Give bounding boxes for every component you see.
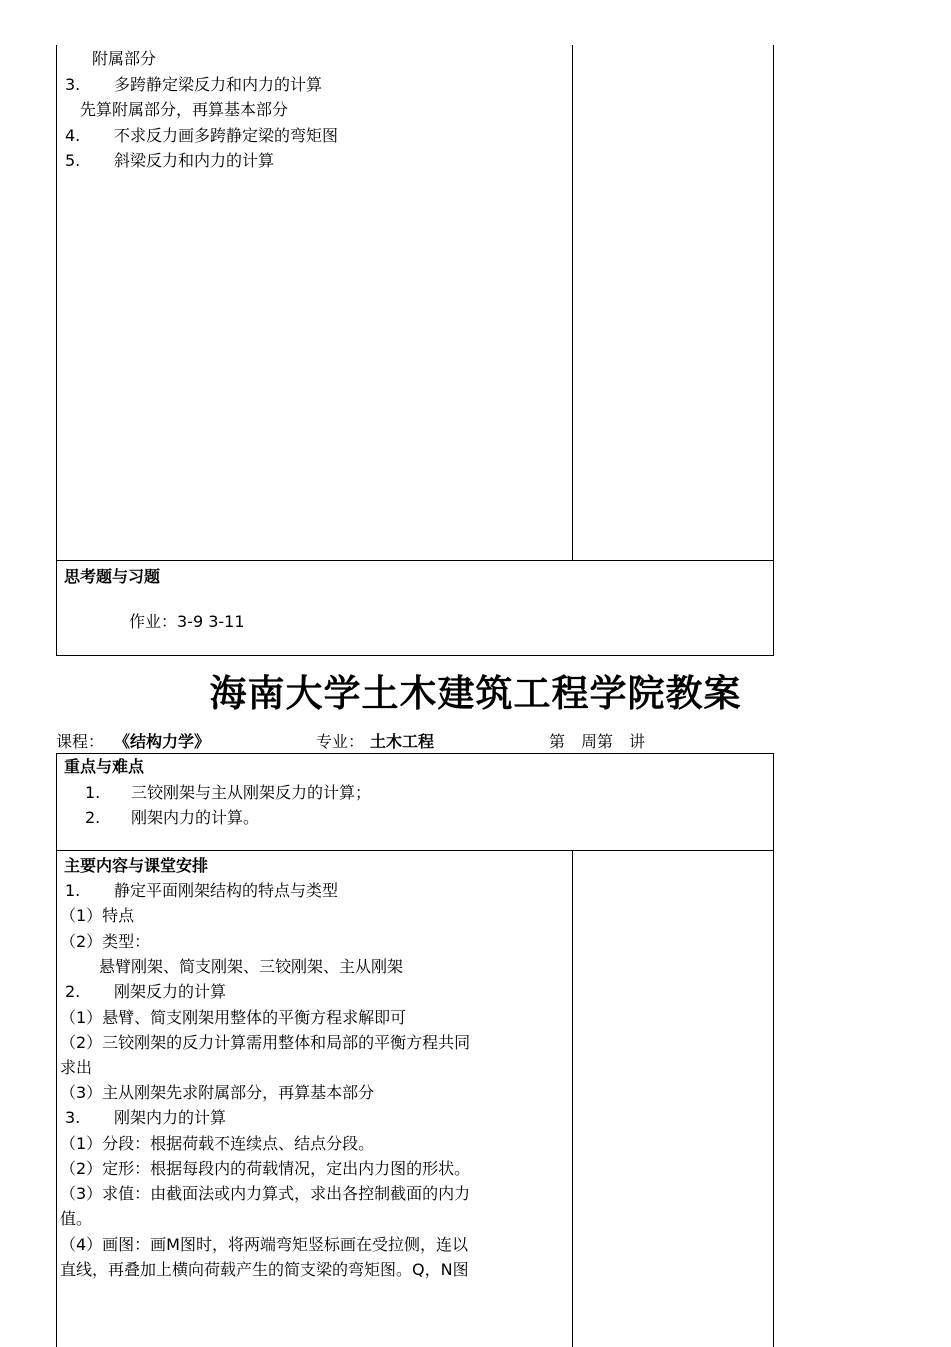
content-text: （1）特点 [60,906,135,925]
content-text: （4）画图：画M图时，将两端弯矩竖标画在受拉侧，连以 [60,1235,468,1254]
table-top-border-bottom [56,753,774,754]
content-text: 直线，再叠加上横向荷载产生的简支梁的弯矩图。Q，N图 [60,1260,469,1279]
item-number: 2. [85,808,101,827]
main-content-heading: 主要内容与课堂安排 [64,856,209,875]
major-value: 土木工程 [370,732,435,751]
content-text: 求出 [60,1058,93,1077]
table-right-border-top [773,45,774,656]
key-point-text: 刚架内力的计算。 [131,808,260,827]
content-text: 刚架内力的计算 [114,1108,227,1127]
content-text: （3）求值：由截面法或内力算式，求出各控制截面的内力 [60,1184,471,1203]
major-label: 专业： [316,732,365,751]
content-text: （2）定形：根据每段内的荷载情况，定出内力图的形状。 [60,1159,471,1178]
content-text: 附属部分 [92,49,157,68]
week-lecture-text: 第 周第 讲 [549,732,646,751]
content-text: 悬臂刚架、简支刚架、三铰刚架、主从刚架 [99,957,404,976]
item-number: 3. [65,75,81,94]
page-title: 海南大学土木建筑工程学院教案 [209,672,742,715]
table-left-border-top [56,45,57,656]
content-text: 先算附属部分，再算基本部分 [80,100,289,119]
table-row-divider-top [56,560,774,561]
table-row-divider-bottom [56,850,774,851]
content-text: （1）悬臂、简支刚架用整体的平衡方程求解即可 [60,1008,407,1027]
item-number: 3. [65,1108,81,1127]
item-number: 1. [85,783,101,802]
table-left-border-bottom [56,753,57,1347]
key-points-heading: 重点与难点 [64,757,145,776]
table-mid-divider-bottom [572,850,573,1347]
item-number: 4. [65,126,81,145]
content-text: 值。 [60,1209,93,1228]
content-text: （2）三铰刚架的反力计算需用整体和局部的平衡方程共同 [60,1033,471,1052]
exercises-heading: 思考题与习题 [64,567,161,586]
content-text: 刚架反力的计算 [114,982,227,1001]
table-right-border-bottom [773,753,774,1347]
item-number: 2. [65,982,81,1001]
content-text: 多跨静定梁反力和内力的计算 [114,75,323,94]
course-value: 《结构力学》 [114,732,211,751]
course-label: 课程： [56,732,105,751]
content-text: 斜梁反力和内力的计算 [114,151,275,170]
content-text: （1）分段：根据荷载不连续点、结点分段。 [60,1134,375,1153]
content-text: 静定平面刚架结构的特点与类型 [114,881,339,900]
item-number: 5. [65,151,81,170]
table-mid-divider-top [572,45,573,561]
content-text: （2）类型： [60,932,151,951]
key-point-text: 三铰刚架与主从刚架反力的计算； [131,783,372,802]
content-text: 不求反力画多跨静定梁的弯矩图 [114,126,339,145]
item-number: 1. [65,881,81,900]
table-bottom-border-top [56,655,774,656]
content-text: （3）主从刚架先求附属部分，再算基本部分 [60,1083,375,1102]
homework-text: 作业：3-9 3-11 [129,612,245,631]
